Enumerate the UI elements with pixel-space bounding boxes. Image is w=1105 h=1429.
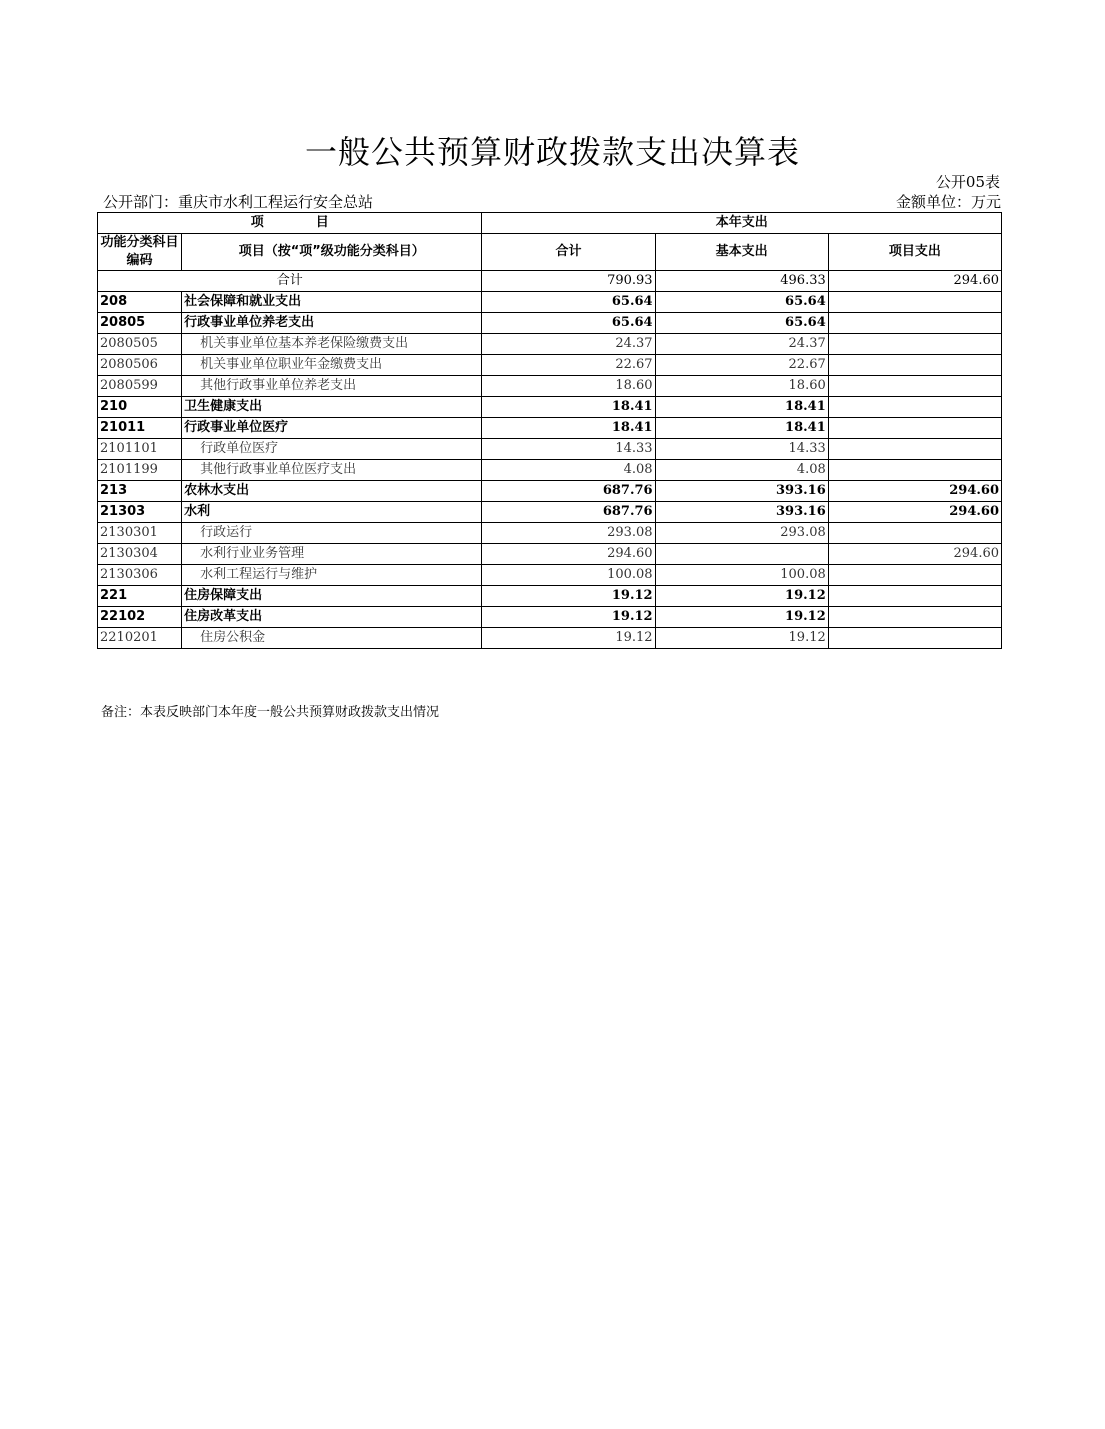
row-name: 住房公积金 xyxy=(182,628,482,649)
row-code: 208 xyxy=(98,292,182,313)
row-basic: 19.12 xyxy=(655,586,828,607)
row-total: 65.64 xyxy=(482,313,655,334)
row-total: 687.76 xyxy=(482,502,655,523)
row-name: 社会保障和就业支出 xyxy=(182,292,482,313)
row-project xyxy=(828,292,1001,313)
row-project xyxy=(828,313,1001,334)
row-project xyxy=(828,607,1001,628)
row-code: 210 xyxy=(98,397,182,418)
row-code: 2210201 xyxy=(98,628,182,649)
row-code: 21011 xyxy=(98,418,182,439)
row-code: 22102 xyxy=(98,607,182,628)
row-code: 2080505 xyxy=(98,334,182,355)
row-code: 2130304 xyxy=(98,544,182,565)
page-title: 一般公共预算财政拨款支出决算表 xyxy=(304,133,800,171)
row-name: 农林水支出 xyxy=(182,481,482,502)
row-name: 行政单位医疗 xyxy=(182,439,482,460)
row-total: 19.12 xyxy=(482,628,655,649)
row-total: 24.37 xyxy=(482,334,655,355)
table-row xyxy=(98,544,1002,565)
row-code: 221 xyxy=(98,586,182,607)
row-name: 住房改革支出 xyxy=(182,607,482,628)
table-row xyxy=(98,460,1002,481)
row-name: 水利行业业务管理 xyxy=(182,544,482,565)
table-row xyxy=(98,523,1002,544)
row-project xyxy=(828,586,1001,607)
total-row-total: 790.93 xyxy=(482,271,655,292)
row-basic: 100.08 xyxy=(655,565,828,586)
row-project xyxy=(828,523,1001,544)
header-item-group: 项 目 xyxy=(98,213,482,234)
header-total-column: 合计 xyxy=(482,234,655,271)
row-basic: 393.16 xyxy=(655,481,828,502)
row-basic xyxy=(655,544,828,565)
row-total: 18.41 xyxy=(482,418,655,439)
row-name: 机关事业单位职业年金缴费支出 xyxy=(182,355,482,376)
table-row xyxy=(98,481,1002,502)
row-name: 水利 xyxy=(182,502,482,523)
table-row xyxy=(98,565,1002,586)
row-name: 行政事业单位医疗 xyxy=(182,418,482,439)
row-total: 65.64 xyxy=(482,292,655,313)
row-name: 住房保障支出 xyxy=(182,586,482,607)
row-name: 水利工程运行与维护 xyxy=(182,565,482,586)
row-total: 4.08 xyxy=(482,460,655,481)
amount-unit-label: 金额单位：万元 xyxy=(895,193,1001,211)
table-row xyxy=(98,586,1002,607)
row-basic: 18.41 xyxy=(655,397,828,418)
row-project xyxy=(828,376,1001,397)
total-row xyxy=(98,271,1002,292)
row-code: 2101101 xyxy=(98,439,182,460)
row-total: 18.60 xyxy=(482,376,655,397)
row-total: 19.12 xyxy=(482,586,655,607)
row-total: 293.08 xyxy=(482,523,655,544)
row-code: 2130306 xyxy=(98,565,182,586)
header-name-column: 项目（按“项”级功能分类科目） xyxy=(182,234,482,271)
table-row xyxy=(98,313,1002,334)
row-basic: 19.12 xyxy=(655,607,828,628)
row-code: 2080506 xyxy=(98,355,182,376)
row-project xyxy=(828,628,1001,649)
row-basic: 24.37 xyxy=(655,334,828,355)
row-code: 2130301 xyxy=(98,523,182,544)
row-basic: 18.60 xyxy=(655,376,828,397)
row-project xyxy=(828,565,1001,586)
row-total: 100.08 xyxy=(482,565,655,586)
department-label: 公开部门：重庆市水利工程运行安全总站 xyxy=(103,193,374,211)
table-row xyxy=(98,607,1002,628)
table-row xyxy=(98,355,1002,376)
header-project-column: 项目支出 xyxy=(828,234,1001,271)
row-total: 18.41 xyxy=(482,397,655,418)
table-row xyxy=(98,292,1002,313)
total-row-project: 294.60 xyxy=(828,271,1001,292)
row-project xyxy=(828,418,1001,439)
row-project xyxy=(828,460,1001,481)
header-code-column: 功能分类科目编码 xyxy=(98,234,182,271)
header-basic-column: 基本支出 xyxy=(655,234,828,271)
table-row xyxy=(98,628,1002,649)
row-name: 行政运行 xyxy=(182,523,482,544)
row-project: 294.60 xyxy=(828,481,1001,502)
row-code: 2101199 xyxy=(98,460,182,481)
row-code: 20805 xyxy=(98,313,182,334)
row-code: 21303 xyxy=(98,502,182,523)
row-project xyxy=(828,355,1001,376)
row-basic: 14.33 xyxy=(655,439,828,460)
table-row xyxy=(98,418,1002,439)
row-name: 其他行政事业单位养老支出 xyxy=(182,376,482,397)
row-name: 机关事业单位基本养老保险缴费支出 xyxy=(182,334,482,355)
row-project xyxy=(828,439,1001,460)
table-row xyxy=(98,502,1002,523)
row-project xyxy=(828,334,1001,355)
total-row-label: 合计 xyxy=(98,271,482,292)
form-code: 公开05表 xyxy=(935,173,1000,191)
row-basic: 65.64 xyxy=(655,292,828,313)
row-project: 294.60 xyxy=(828,544,1001,565)
row-basic: 19.12 xyxy=(655,628,828,649)
table-row xyxy=(98,439,1002,460)
row-basic: 18.41 xyxy=(655,418,828,439)
row-code: 213 xyxy=(98,481,182,502)
table-row xyxy=(98,376,1002,397)
row-project: 294.60 xyxy=(828,502,1001,523)
row-basic: 22.67 xyxy=(655,355,828,376)
table-row xyxy=(98,334,1002,355)
header-row-group xyxy=(98,213,1002,234)
header-current-year-group: 本年支出 xyxy=(482,213,1002,234)
row-project xyxy=(828,397,1001,418)
row-total: 22.67 xyxy=(482,355,655,376)
row-basic: 393.16 xyxy=(655,502,828,523)
row-basic: 4.08 xyxy=(655,460,828,481)
row-total: 14.33 xyxy=(482,439,655,460)
row-name: 其他行政事业单位医疗支出 xyxy=(182,460,482,481)
row-code: 2080599 xyxy=(98,376,182,397)
row-total: 687.76 xyxy=(482,481,655,502)
total-row-basic: 496.33 xyxy=(655,271,828,292)
expenditure-table xyxy=(97,212,1002,649)
header-row-columns xyxy=(98,234,1002,271)
row-total: 294.60 xyxy=(482,544,655,565)
row-basic: 65.64 xyxy=(655,313,828,334)
remark-note: 备注：本表反映部门本年度一般公共预算财政拨款支出情况 xyxy=(101,705,440,720)
row-total: 19.12 xyxy=(482,607,655,628)
row-name: 行政事业单位养老支出 xyxy=(182,313,482,334)
table-row xyxy=(98,397,1002,418)
row-basic: 293.08 xyxy=(655,523,828,544)
row-name: 卫生健康支出 xyxy=(182,397,482,418)
